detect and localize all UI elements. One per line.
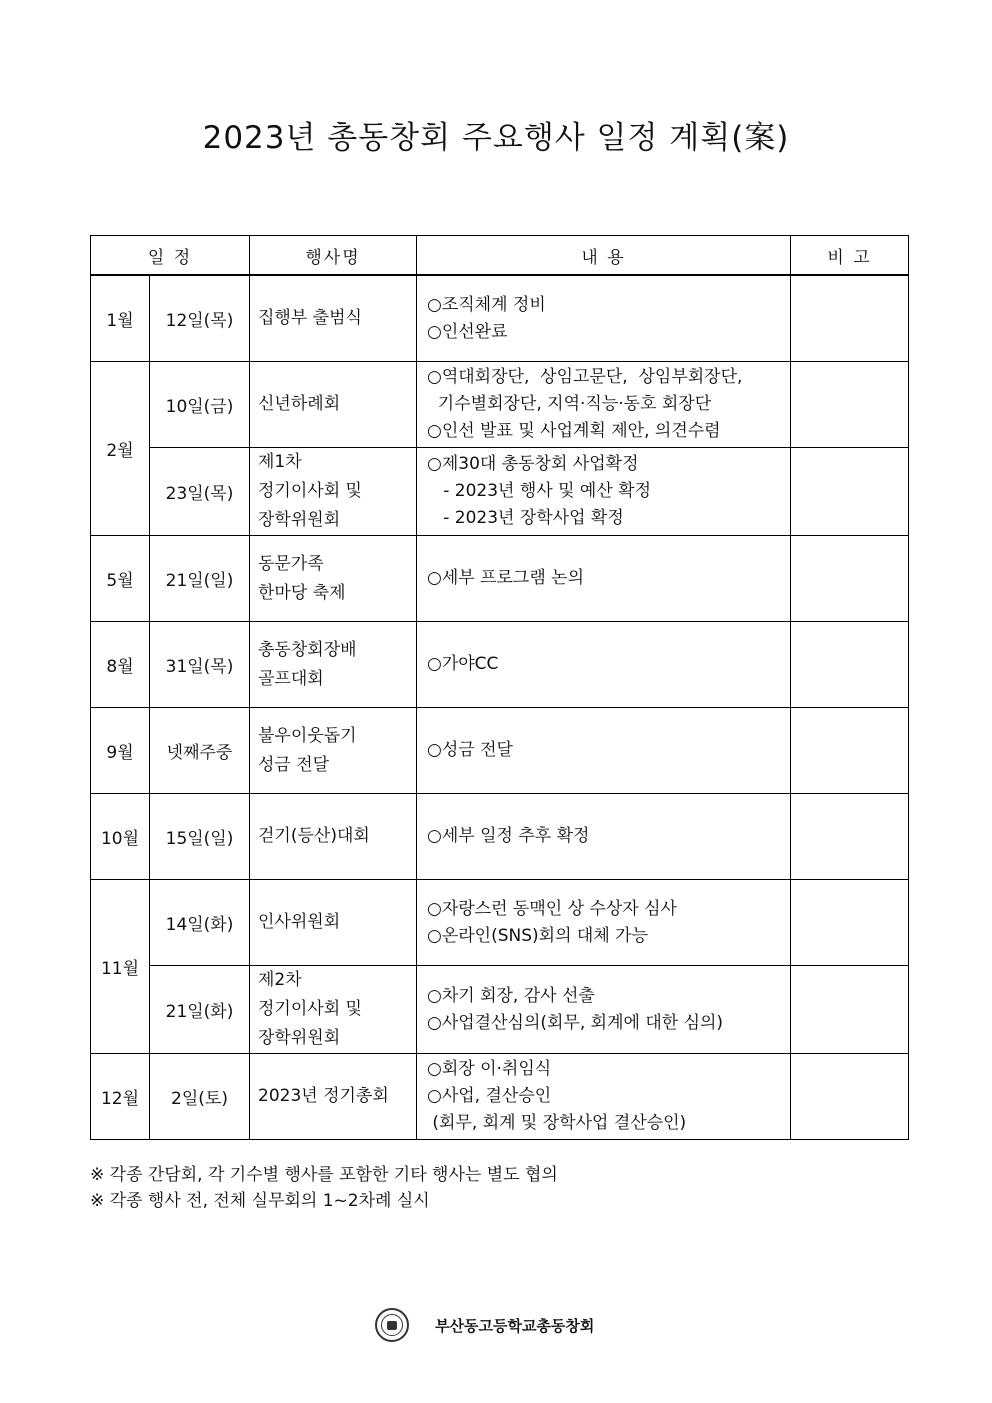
- content-line: ○인선 발표 및 사업계획 제안, 의견수렴: [427, 421, 721, 441]
- content-line: ○성금 전달: [427, 740, 513, 760]
- table-row: [91, 1054, 909, 1140]
- content-line: ○사업결산심의(회무, 회계에 대한 심의): [427, 1012, 724, 1033]
- note-cell: [791, 622, 909, 708]
- day-cell: 23일(목): [150, 448, 250, 536]
- event-cell: [250, 622, 417, 708]
- header-note: 비 고: [791, 236, 909, 276]
- event-line: 제2차: [258, 970, 302, 990]
- day-cell: 21일(화): [150, 966, 250, 1054]
- event-cell: [250, 708, 417, 794]
- header-event: 행사명: [250, 236, 417, 276]
- content-line: ○제30대 총동창회 사업확정: [427, 454, 639, 474]
- month-cell: 11월: [91, 880, 150, 1054]
- event-line: 신년하례회: [258, 394, 341, 414]
- content-line: ○역대회장단, 상임고문단, 상임부회장단,: [427, 367, 743, 387]
- table-row: [91, 362, 909, 448]
- note-cell: [791, 448, 909, 536]
- month-cell: 8월: [91, 622, 150, 708]
- event-cell: [250, 880, 417, 966]
- content-line: ○회장 이·취임식: [427, 1059, 552, 1079]
- day-cell: 14일(화): [150, 880, 250, 966]
- content-line: (회무, 회계 및 장학사업 결산승인): [427, 1113, 687, 1133]
- event-cell: [250, 536, 417, 622]
- content-line: ○가야CC: [427, 654, 499, 674]
- table-row: [91, 708, 909, 794]
- content-line: ○사업, 결산승인: [427, 1086, 552, 1106]
- content-cell: [417, 622, 791, 708]
- content-line: ○세부 프로그램 논의: [427, 568, 585, 588]
- content-cell: [417, 708, 791, 794]
- page-title: 2023년 총동창회 주요행사 일정 계획(案): [202, 120, 790, 156]
- table-header-row: [91, 236, 909, 276]
- content-cell: [417, 362, 791, 448]
- event-line: 장학위원회: [258, 1028, 341, 1048]
- day-cell: 31일(목): [150, 622, 250, 708]
- event-line: 정기이사회 및: [258, 999, 362, 1019]
- day-cell: 12일(목): [150, 275, 250, 362]
- note-line: ※ 각종 행사 전, 전체 실무회의 1~2차례 실시: [90, 1191, 430, 1211]
- content-cell: [417, 880, 791, 966]
- event-line: 성금 전달: [258, 754, 330, 775]
- event-line: 인사위원회: [258, 912, 341, 932]
- event-cell: [250, 1054, 417, 1140]
- table-row: [91, 880, 909, 966]
- content-line: ○조직체계 정비: [427, 294, 546, 315]
- content-line: ○차기 회장, 감사 선출: [427, 985, 595, 1006]
- content-line: ○인선완료: [427, 321, 508, 342]
- school-seal-icon: [375, 1308, 409, 1342]
- month-cell: 9월: [91, 708, 150, 794]
- note-cell: [791, 536, 909, 622]
- content-cell: [417, 966, 791, 1054]
- event-line: 2023년 정기총회: [258, 1086, 389, 1106]
- note-cell: [791, 362, 909, 448]
- event-cell: [250, 362, 417, 448]
- content-line: ○자랑스런 동맥인 상 수상자 심사: [427, 898, 677, 919]
- table-row: [91, 966, 909, 1054]
- content-cell: [417, 275, 791, 362]
- footer: [375, 1305, 594, 1345]
- month-cell: 1월: [91, 275, 150, 362]
- table-row: [91, 536, 909, 622]
- note-cell: [791, 1054, 909, 1140]
- content-line: 기수별회장단, 지역·직능·동호 회장단: [427, 394, 712, 414]
- event-cell: [250, 794, 417, 880]
- note-cell: [791, 794, 909, 880]
- event-line: 제1차: [258, 452, 302, 472]
- table-row: [91, 794, 909, 880]
- day-cell: 21일(일): [150, 536, 250, 622]
- table-row: [91, 275, 909, 362]
- event-line: 장학위원회: [258, 510, 341, 530]
- note-cell: [791, 880, 909, 966]
- header-content: 내 용: [417, 236, 791, 276]
- schedule-table: [90, 235, 909, 1140]
- header-date: 일 정: [91, 236, 250, 276]
- content-line: - 2023년 장학사업 확정: [427, 508, 624, 528]
- content-cell: [417, 794, 791, 880]
- event-line: 정기이사회 및: [258, 481, 362, 501]
- event-line: 집행부 출범식: [258, 308, 362, 328]
- organization-name: 부산동고등학교총동창회: [435, 1316, 595, 1335]
- notes: [90, 1162, 558, 1214]
- day-cell: 2일(토): [150, 1054, 250, 1140]
- event-cell: [250, 966, 417, 1054]
- note-line: ※ 각종 간담회, 각 기수별 행사를 포함한 기타 행사는 별도 협의: [90, 1165, 558, 1185]
- content-line: - 2023년 행사 및 예산 확정: [427, 481, 652, 501]
- day-cell: 10일(금): [150, 362, 250, 448]
- content-line: ○세부 일정 추후 확정: [427, 826, 590, 846]
- event-line: 동문가족: [258, 553, 324, 574]
- month-cell: 5월: [91, 536, 150, 622]
- content-cell: [417, 536, 791, 622]
- month-cell: 2월: [91, 362, 150, 536]
- content-cell: [417, 1054, 791, 1140]
- table-row: [91, 448, 909, 536]
- event-line: 한마당 축제: [258, 582, 346, 603]
- note-cell: [791, 966, 909, 1054]
- event-line: 걷기(등산)대회: [258, 826, 370, 846]
- day-cell: 넷째주중: [150, 708, 250, 794]
- content-cell: [417, 448, 791, 536]
- event-line: 불우이웃돕기: [258, 725, 357, 746]
- note-cell: [791, 275, 909, 362]
- note-cell: [791, 708, 909, 794]
- month-cell: 12월: [91, 1054, 150, 1140]
- event-line: 골프대회: [258, 668, 324, 689]
- table-row: [91, 622, 909, 708]
- month-cell: 10월: [91, 794, 150, 880]
- day-cell: 15일(일): [150, 794, 250, 880]
- event-line: 총동창회장배: [258, 639, 357, 660]
- content-line: ○온라인(SNS)회의 대체 가능: [427, 925, 649, 946]
- event-cell: [250, 275, 417, 362]
- event-cell: [250, 448, 417, 536]
